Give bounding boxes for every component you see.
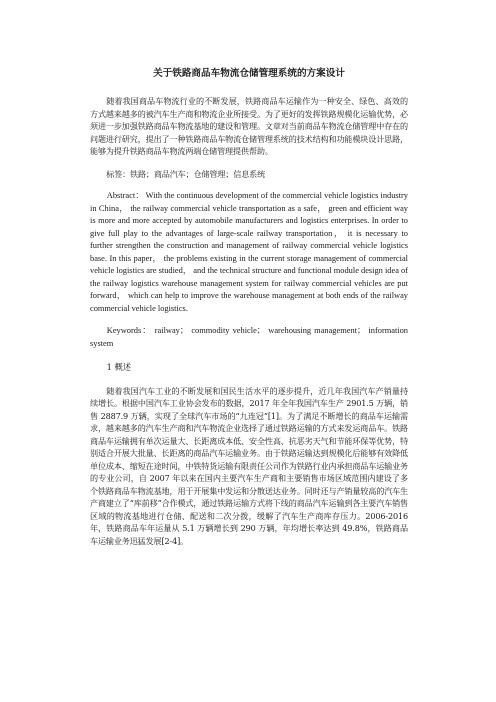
spacer xyxy=(90,180,408,190)
spacer xyxy=(90,158,408,168)
abstract-en: Abstract： With the continuous development of the commercial vehicle logistics industry in China， the railway commercial vehicle transportation as a safe， green and efficient way is more and more accepted by automobile manufacturers and logistics enterprises. In order to give full play to the advantages of large-scale railway transportation， it is necessary to further strengthen the construction and management of railway commercial vehicle logistics base. In this paper， the problems existing in the current storage management of commercial vehicle logistics are studied， and the technical structure and functional module design idea of the railway logistics warehouse management system for railway commercial vehicles are put forward， which can help to improve the warehouse management at both ends of the railway commercial vehicle logistics. xyxy=(90,191,408,313)
paper-title: 关于铁路商品车物流仓储管理系统的方案设计 xyxy=(153,68,345,79)
spacer xyxy=(90,350,408,361)
document-page xyxy=(90,68,408,547)
spacer xyxy=(90,374,408,385)
section-heading: 1 概述 xyxy=(106,362,132,372)
spacer xyxy=(90,315,408,325)
keywords-cn: 标签：铁路；商品汽车；仓储管理；信息系统 xyxy=(106,168,266,179)
keywords-en: Keywords： railway； commodity vehicle； warehousing management； information system xyxy=(90,326,408,348)
section-body: 随着我国汽车工业的不断发展和国民生活水平的逐步提升，近几年我国汽车产销量持续增长。根据中国汽车工业协会发布的数据，2017 年全年我国汽车生产 2901.5 万辆，销售 2887.9 万辆，实现了全球汽车市场的“九连冠”[1]。为了满足不断增长的商品车运输需求，越来越多的汽车生产商和汽车物流企业选择了通过铁路运输的方式来发运商品车。铁路商品车运输拥有单次运量大、长距离成本低、安全性高、抗恶劣天气和节能环保等优势，特别适合开展大批量、长距离的商品汽车运输业务。由于铁路运输达到规模化后能够有效降低单位成本、缩短在途时间，中铁特货运输有限责任公司作为铁路行业内承担商品车运输业务的专业公司，自 2007 年以来在国内主要汽车生产商和主要销售市场区域范围内建设了多个铁路商品车物流基地，用于开展集中发运和分散送达业务。同时还与产销量较高的汽车生产商建立了“库前移”合作模式，通过铁路运输方式将下线的商品汽车运输到各主要汽车销售区域的物流基地进行仓储、配送和二次分拨，缓解了汽车生产商库存压力。2006-2016 年，铁路商品车年运量从 5.1 万辆增长到 290 万辆，年均增长率达到 49.8%，铁路商品车运输业务迅猛发展[2-4]。 xyxy=(90,385,408,546)
abstract-cn: 随着我国商品车物流行业的不断发展，铁路商品车运输作为一种安全、绿色、高效的方式越来越多的被汽车生产商和物流企业所接受。为了更好的发挥铁路规模化运输优势，必须进一步加强铁路商品车物流基地的建设和管理。文章对当前商品车物流仓储管理中存在的问题进行研究，提出了一种铁路商品车物流仓储管理系统的技术结构和功能模块设计思路，能够为提升铁路商品车物流两端仓储管理提供帮助。 xyxy=(90,96,408,156)
